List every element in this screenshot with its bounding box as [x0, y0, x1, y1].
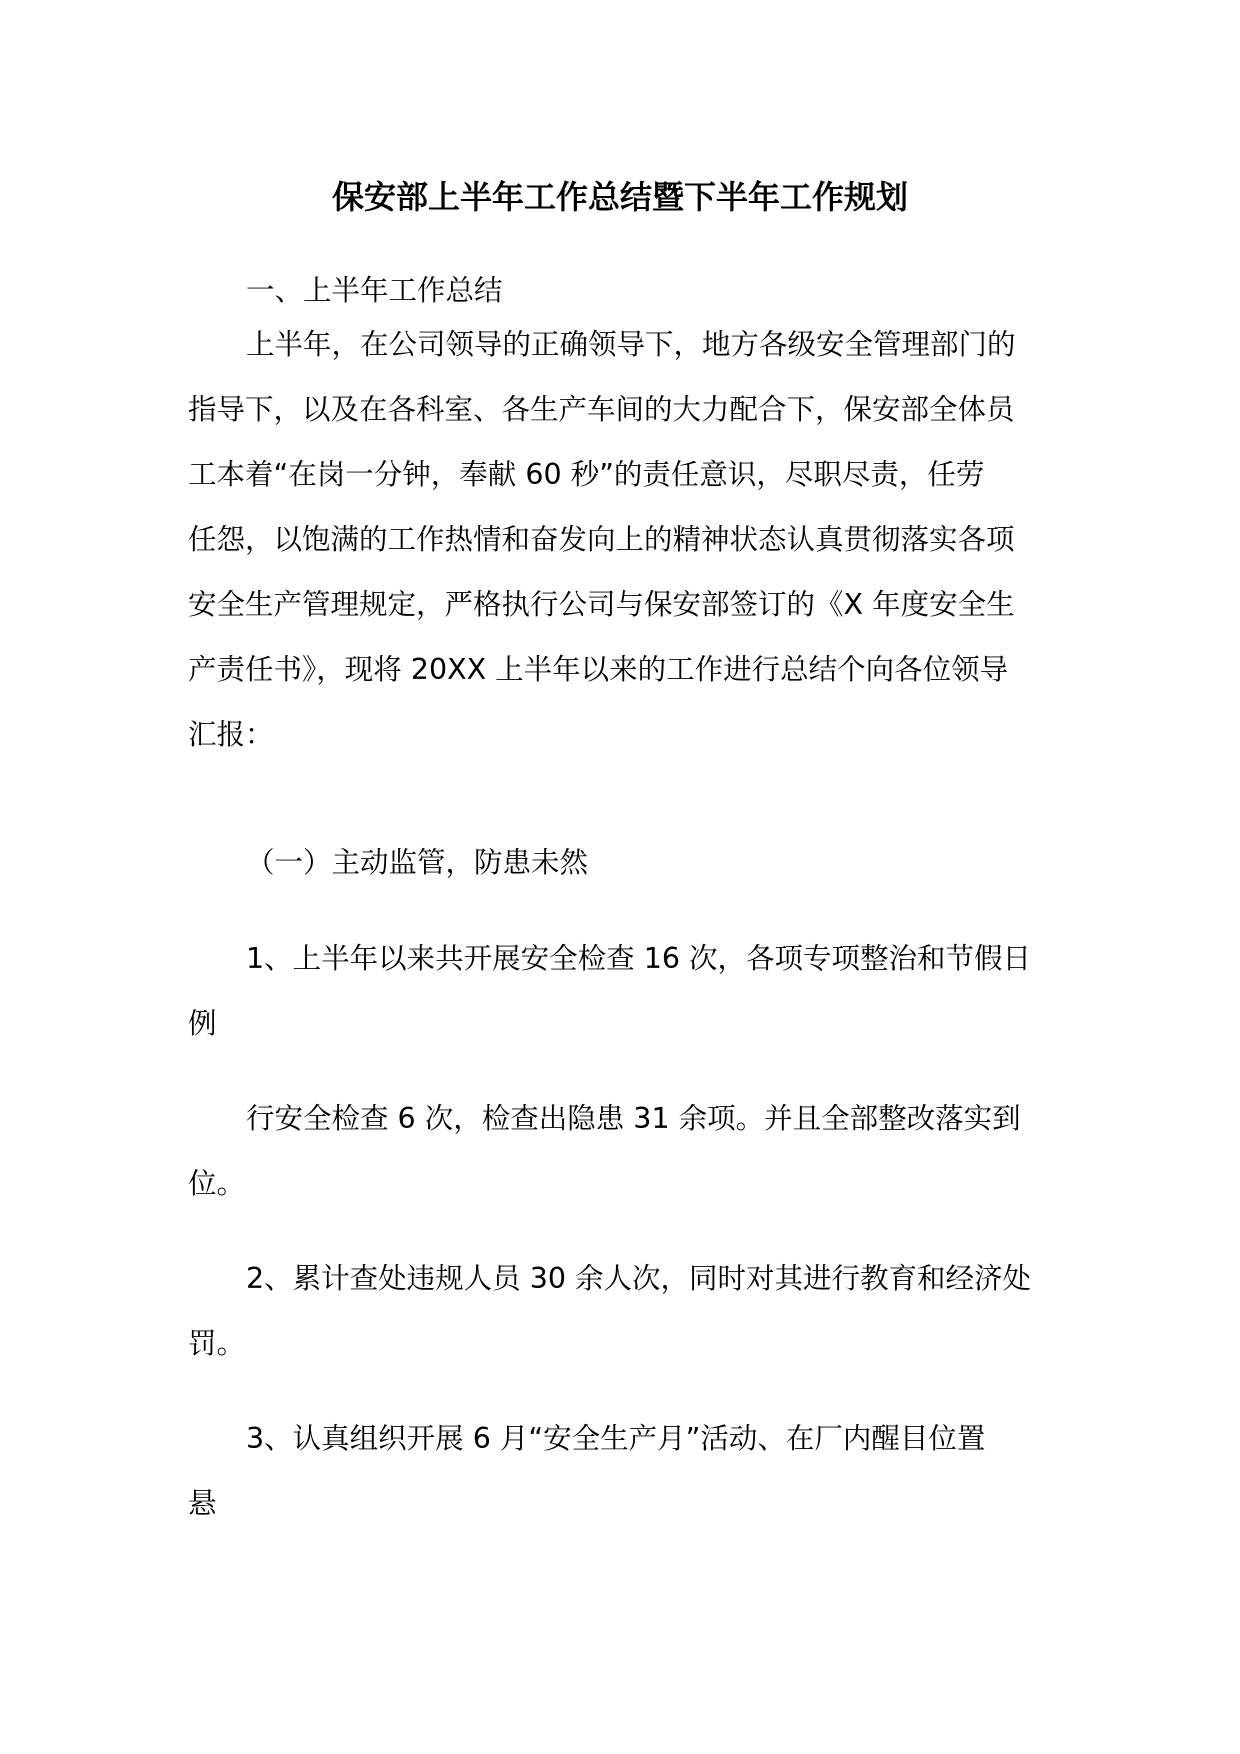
section-heading-text: 一、上半年工作总结 — [246, 274, 503, 307]
paragraph-line: 指导下，以及在各科室、各生产车间的大力配合下，保安部全体员 — [188, 393, 1015, 426]
paragraph-line: 罚。 — [188, 1327, 246, 1360]
paragraph-line: 任怨，以饱满的工作热情和奋发向上的精神状态认真贯彻落实各项 — [188, 523, 1015, 556]
document-title: 保安部上半年工作总结暨下半年工作规划 — [331, 178, 908, 216]
paragraph-line: 悬 — [188, 1487, 217, 1520]
paragraph-line: 工本着“在岗一分钟，奉献 60 秒”的责任意识，尽职尽责，任劳 — [188, 458, 985, 491]
paragraph-line: 1、上半年以来共开展安全检查 16 次，各项专项整治和节假日 — [246, 942, 1032, 975]
list-item-1 — [188, 926, 1058, 1056]
paragraph-line: 安全生产管理规定，严格执行公司与保安部签订的《X 年度安全生 — [188, 588, 1015, 621]
paragraph-line: 3、认真组织开展 6 月“安全生产月”活动、在厂内醒目位置 — [246, 1422, 986, 1455]
paragraph-line: 位。 — [188, 1167, 246, 1200]
list-item-3 — [188, 1406, 1058, 1536]
paragraph-line: 2、累计查处违规人员 30 余人次，同时对其进行教育和经济处 — [246, 1262, 1032, 1295]
subsection-heading — [188, 830, 1058, 895]
list-item-2 — [188, 1246, 1058, 1376]
paragraph-line: 产责任书》，现将 20XX 上半年以来的工作进行总结个向各位领导 — [188, 653, 1009, 686]
list-item-1-continued — [188, 1086, 1058, 1216]
intro-paragraph — [188, 312, 1058, 767]
paragraph-line: 例 — [188, 1007, 217, 1040]
paragraph-line: 上半年，在公司领导的正确领导下，地方各级安全管理部门的 — [246, 328, 1016, 361]
subsection-heading-text: （一）主动监管，防患未然 — [246, 846, 589, 879]
paragraph-line: 汇报： — [188, 718, 274, 751]
paragraph-line: 行安全检查 6 次，检查出隐患 31 余项。并且全部整改落实到 — [246, 1102, 1021, 1135]
